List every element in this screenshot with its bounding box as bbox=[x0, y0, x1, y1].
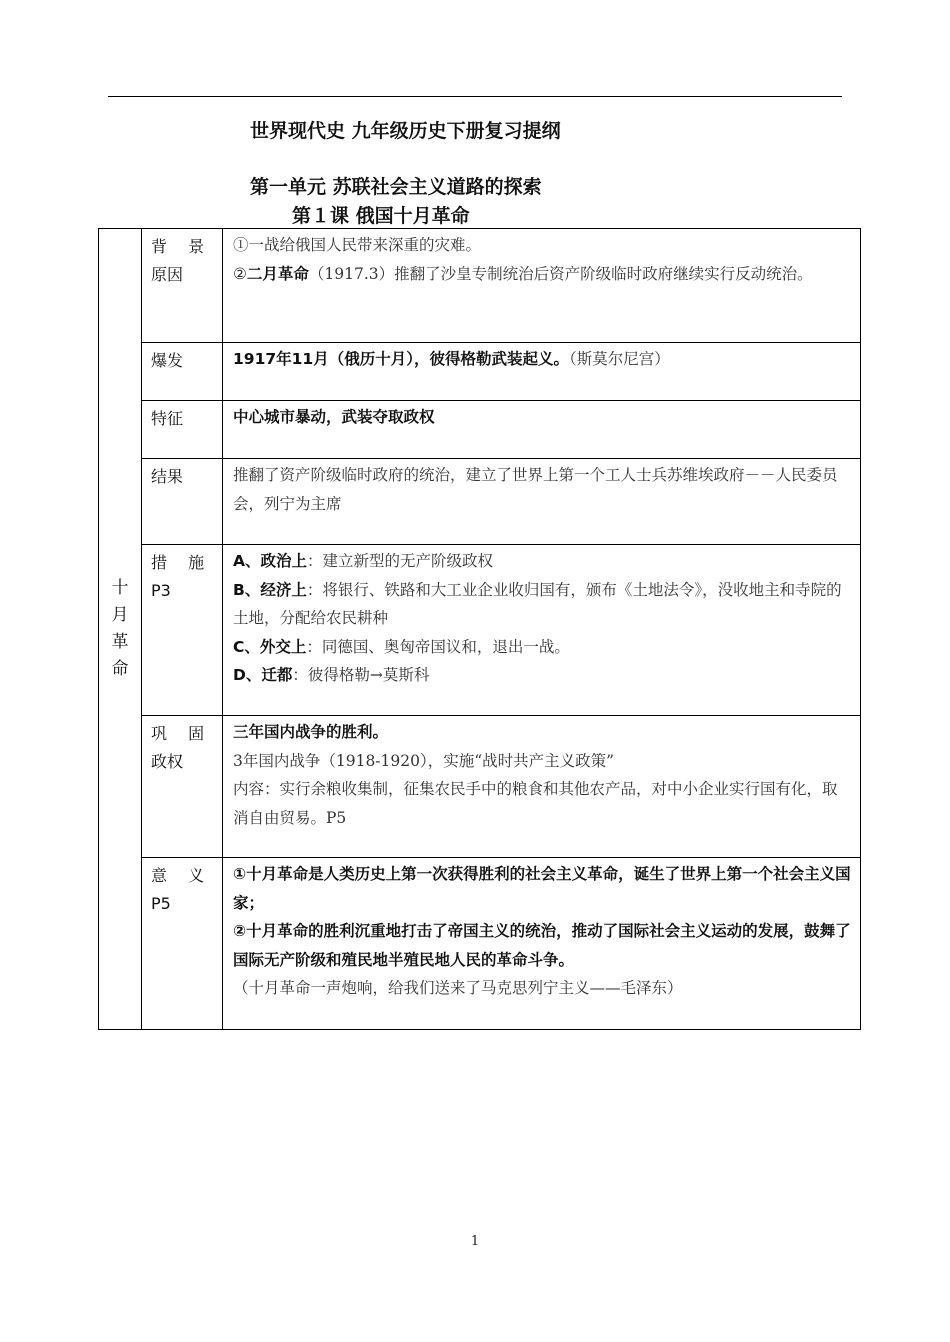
table-row bbox=[99, 716, 861, 858]
row-label: 特征 bbox=[142, 401, 223, 459]
row-label: 结果 bbox=[142, 459, 223, 545]
row-label: 背 景 原因 bbox=[142, 229, 223, 343]
unit-heading: 第一单元 苏联社会主义道路的探索 bbox=[250, 176, 542, 198]
table-row bbox=[99, 343, 861, 401]
lesson-heading: 第１课 俄国十月革命 bbox=[292, 205, 470, 227]
row-content: 推翻了资产阶级临时政府的统治，建立了世界上第一个工人士兵苏维埃政府－－人民委员会，列宁为主席 bbox=[223, 459, 861, 545]
row-content: ①一战给俄国人民带来深重的灾难。 ②二月革命（1917.3）推翻了沙皇专制统治后资产阶级临时政府继续实行反动统治。 bbox=[223, 229, 861, 343]
row-content: 1917年11月（俄历十月），彼得格勒武装起义。（斯莫尔尼宫） bbox=[223, 343, 861, 401]
row-content: 三年国内战争的胜利。 3年国内战争（1918-1920），实施“战时共产主义政策” 内容：实行余粮收集制，征集农民手中的粮食和其他农产品，对中小企业实行国有化，取消自由贸易。P5 bbox=[223, 716, 861, 858]
row-label: 巩 固 政权 bbox=[142, 716, 223, 858]
side-label-cell bbox=[99, 229, 142, 1030]
document-title: 世界现代史 九年级历史下册复习提纲 bbox=[250, 120, 561, 142]
header-rule bbox=[108, 96, 842, 97]
table-row bbox=[99, 858, 861, 1030]
page-number: 1 bbox=[470, 1234, 480, 1249]
table-row bbox=[99, 459, 861, 545]
row-label: 意 义 P5 bbox=[142, 858, 223, 1030]
table-row bbox=[99, 401, 861, 459]
row-content: 中心城市暴动，武装夺取政权 bbox=[223, 401, 861, 459]
table-row bbox=[99, 545, 861, 716]
row-content: A、政治上：建立新型的无产阶级政权 B、经济上：将银行、铁路和大工业企业收归国有，颁布《土地法令》，没收地主和寺院的土地，分配给农民耕种 C、外交上：同德国、奥匈帝国议和，退出一战。 D、迁都：彼得格勒→莫斯科 bbox=[223, 545, 861, 716]
row-label: 措 施 P3 bbox=[142, 545, 223, 716]
table-row bbox=[99, 229, 861, 343]
side-label: 十月革命 bbox=[111, 578, 129, 679]
row-label: 爆发 bbox=[142, 343, 223, 401]
row-content: ①十月革命是人类历史上第一次获得胜利的社会主义革命，诞生了世界上第一个社会主义国家； ②十月革命的胜利沉重地打击了帝国主义的统治，推动了国际社会主义运动的发展，鼓舞了国际无产阶级和殖民地半殖民地人民的革命斗争。 （十月革命一声炮响，给我们送来了马克思列宁主义——毛泽东） bbox=[223, 858, 861, 1030]
review-outline-table bbox=[98, 228, 861, 1030]
